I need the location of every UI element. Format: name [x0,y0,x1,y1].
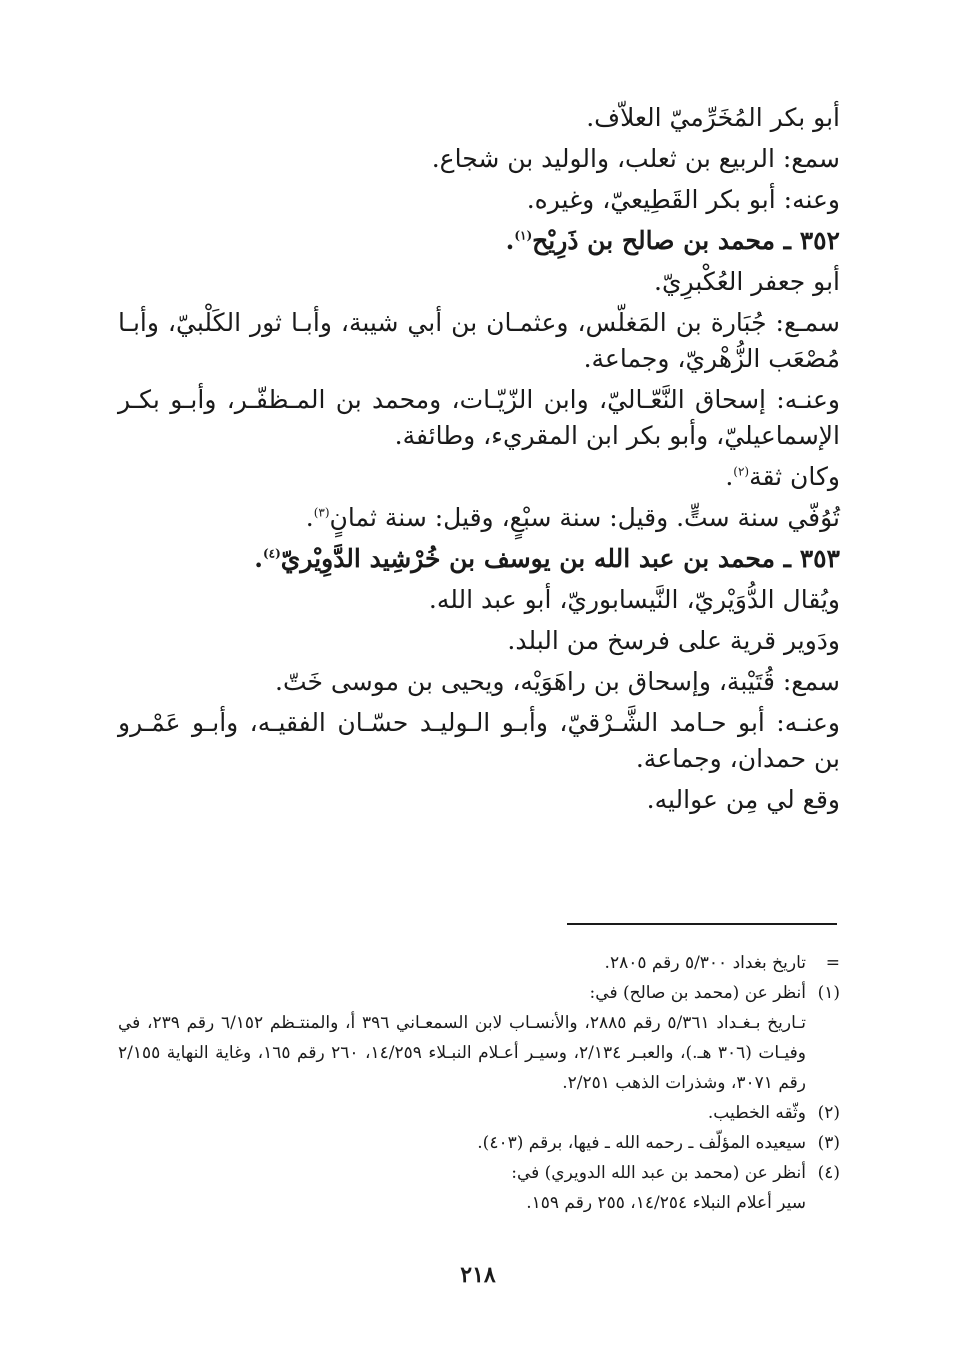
text-line: وعنه: أبو بكر القَطِيعيّ، وغيره. [526,185,840,214]
footnote-mark: (٣) [817,1133,840,1153]
entry-353-heard: سمع: قُتَيْبة، وإسحاق بن راهَوَيْه، ويحيى بن موسى خَتّ. [275,667,840,696]
footnote-divider [567,923,837,925]
footnote-mark: (٤) [817,1163,840,1183]
footnote [118,1098,840,1128]
entry-352-title: ٣٥٢ ـ محمد بن صالح بن ذَرِيْح [532,226,840,255]
text-line: سمع: الربيع بن ثعلب، والوليد بن شجاع. [431,144,840,173]
footnote-mark: (١) [817,983,840,1003]
footnote-mark [806,1188,840,1218]
entry-353-heading [118,541,840,577]
footnote-text: تـاريخ بـغـداد ٥/٣٦١ رقم ٢٨٨٥، والأنسـاب لابن السمعـاني ٣٩٦ أ، والمنتـظم ٦/١٥٢ رقم ٢٣٩، في وفيـات (٣٠٦ هـ.)، والعبـر ٢/١٣٤، وسيـر أعـلام النبـلاء ١٤/٢٥٩، ٢٦٠ رقم ١٦٥، وغاية النهاية ٢/١٥٥ رقم ٣٠٧١، وشذرات الذهب ٢/٢٥١. [118,1013,807,1093]
footnotes [118,948,840,1218]
entry-353-title: ٣٥٣ ـ محمد بن عبد الله بن يوسف بن خُرْشِيد الدَّوِيْريّ [280,544,840,573]
footnote-mark: = [825,953,840,973]
footnote [118,1128,840,1158]
footnote-text: أنظر عن (محمد بن عبد الله الدويري) في: [511,1163,806,1183]
entry-353-place: ودَوير قرية على فرسخ من البلد. [507,626,840,655]
entry-352-kunya: أبو جعفر العُكْبرِيّ. [654,267,840,296]
footnote-text: تاريخ بغداد ٥/٣٠٠ رقم ٢٨٠٥. [604,953,806,973]
main-text [118,100,840,823]
entry-352-students: وعنـه: إسحاق النَّعّـاليّ، وابن الزّيّـات، ومحمد بن المـظفّـر، وأبـو بكـر الإسماعيليّ، وأبو بكر ابن المقريء، وطائفة. [118,385,840,450]
footnote-text: وثّقه الخطيب. [707,1103,806,1123]
entry-352-death [118,500,840,536]
footnote-mark [806,1008,840,1098]
text-line: أبو بكر المُخَرِّميّ العلاّف. [586,103,840,132]
footnote [118,948,840,978]
entry-353-alt-name: ويُقال الدُّوَيْريّ، النَّيسابوريّ، أبو عبد الله. [428,585,840,614]
death-text: تُوُفّي سنة ستٍّ. وقيل: سنة سبْعٍ، وقيل: سنة ثمانٍ [329,503,840,532]
footnote-text: سيعيده المؤلّف ـ رحمه الله ـ فيها، برقم (٤٠٣). [477,1133,806,1153]
entry-352-heading [118,223,840,259]
footnote [118,1008,840,1098]
footnote [118,1188,840,1218]
entry-353-closing: وقع لي مِن عواليه. [646,785,840,814]
footnote-ref-4: (٤) [262,546,281,561]
footnote-ref-3: (٣) [313,505,330,520]
footnote-text: أنظر عن (محمد بن صالح) في: [589,983,806,1003]
footnote-mark: (٢) [817,1103,840,1123]
punctuation: . [725,462,734,491]
entry-353-students: وعنـه: أبو حـامد الشَّـرْقيّ، وأبـو الـوليـد حسّـان الفقيـه، وأبـو عَمْـرو بن حمدان، وجماعة. [118,708,840,773]
page-number: ٢١٨ [460,1262,496,1288]
punctuation: . [254,544,263,573]
footnote-ref-2: (٢) [733,464,750,479]
footnote-ref-1: (١) [514,228,533,243]
trust-text: وكان ثقة [749,462,840,491]
footnote [118,978,840,1008]
punctuation: . [505,226,515,255]
footnote [118,1158,840,1188]
punctuation: . [305,503,314,532]
entry-352-trust [118,459,840,495]
footnote-text: سير أعلام النبلاء ١٤/٢٥٤، ٢٥٥ رقم ١٥٩. [526,1193,806,1213]
entry-352-heard: سمـع: جُبَارة بن المَغلّس، وعثمـان بن أبي شيبة، وأبـا ثور الكَلْبيّ، وأبـا مُصْعَب الزُّهْريّ، وجماعة. [118,308,840,373]
